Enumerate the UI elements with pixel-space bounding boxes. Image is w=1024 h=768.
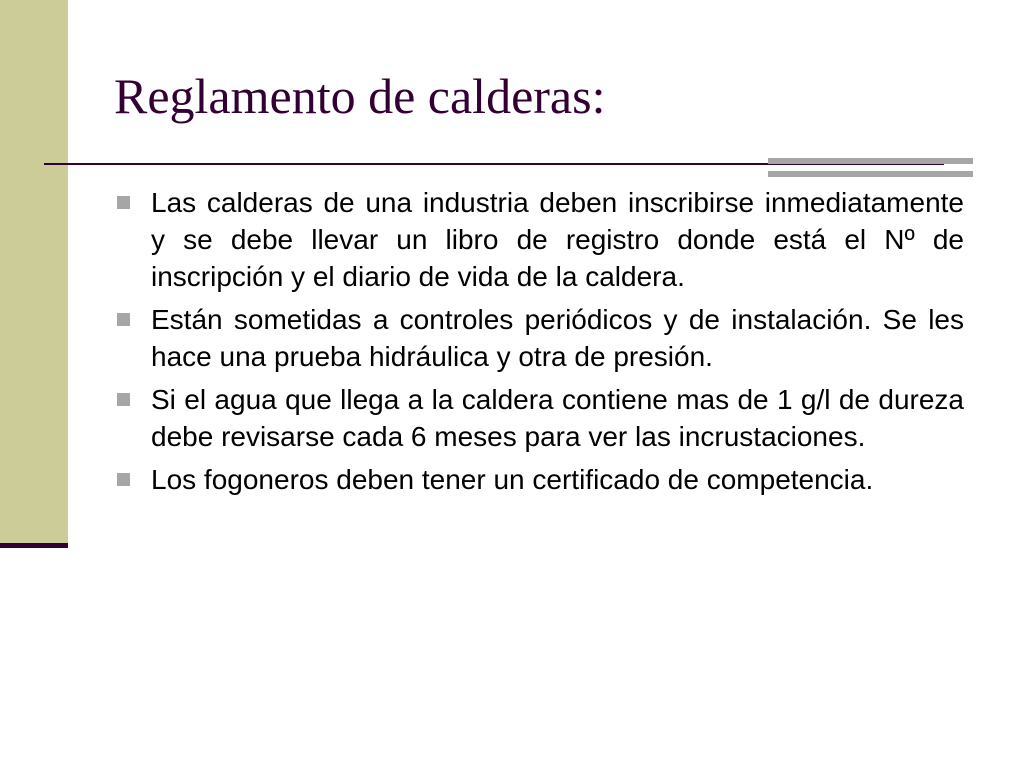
side-band-rule bbox=[0, 543, 68, 548]
bullet-text: Están sometidas a controles periódicos y de instalación. Se les hace una prueba hidráulica y otra de presión. bbox=[151, 304, 964, 372]
title-divider-accent-bottom bbox=[768, 171, 973, 177]
bullet-list bbox=[114, 184, 964, 504]
bullet-text: Las calderas de una industria deben inscribirse inmediatamente y se debe llevar un libro de registro donde está el Nº de inscripción y el diario de vida de la caldera. bbox=[151, 187, 964, 292]
bullet-item bbox=[114, 381, 964, 455]
side-band bbox=[0, 0, 68, 545]
square-bullet-icon bbox=[117, 196, 130, 209]
bullet-item bbox=[114, 461, 964, 498]
bullet-item bbox=[114, 301, 964, 375]
square-bullet-icon bbox=[117, 393, 130, 406]
bullet-item bbox=[114, 184, 964, 295]
bullet-text: Si el agua que llega a la caldera contiene mas de 1 g/l de dureza debe revisarse cada 6 meses para ver las incrustaciones. bbox=[151, 384, 964, 452]
square-bullet-icon bbox=[117, 313, 130, 326]
bullet-text: Los fogoneros deben tener un certificado de competencia. bbox=[151, 464, 874, 495]
square-bullet-icon bbox=[117, 473, 130, 486]
slide-title: Reglamento de calderas: bbox=[114, 68, 606, 124]
title-divider-accent-top bbox=[768, 158, 973, 164]
